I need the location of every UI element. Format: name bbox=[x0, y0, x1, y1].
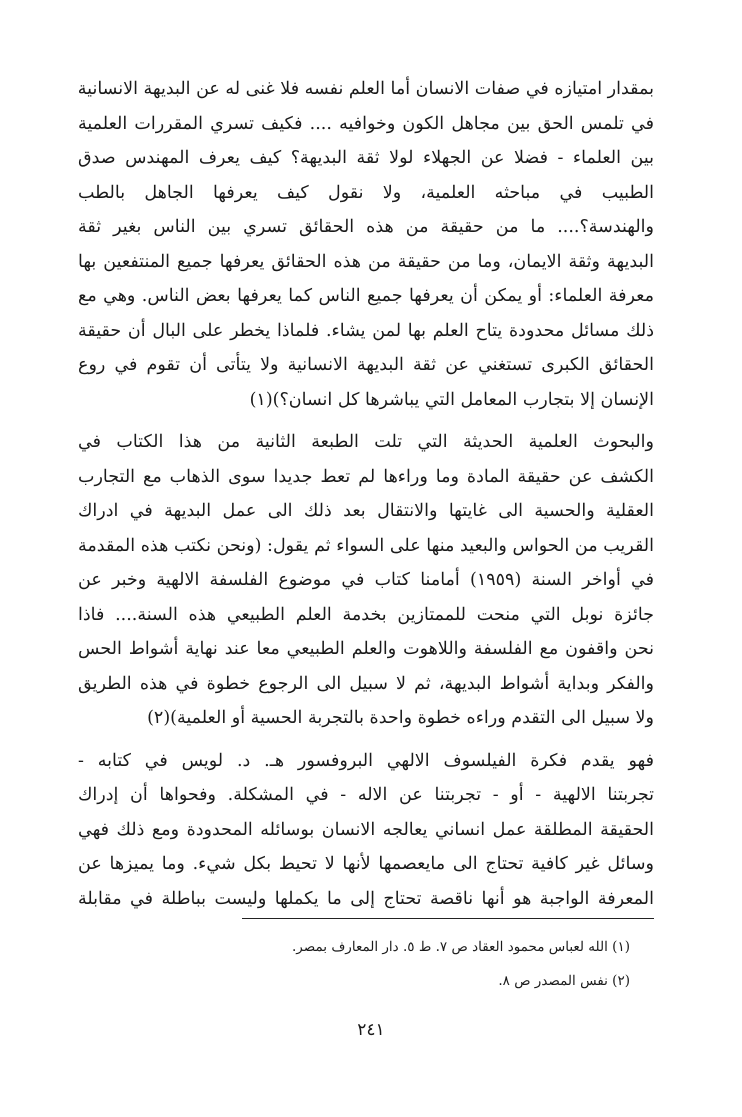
text-line: تجربتنا الالهية - أو - تجربتنا عن الاله - في المشكلة. وفحواها أن إدراك bbox=[78, 785, 654, 805]
text-line: نحن واقفون مع الفلسفة واللاهوت والعلم الطبيعي معا عند نهاية أشواط الحس bbox=[78, 639, 654, 659]
text-line: الكشف عن حقيقة المادة وما وراءها لم تعط جديدا سوى الذهاب مع التجارب bbox=[78, 466, 654, 487]
text-line: الطبيب في مباحثه العلمية، ولا نقول كيف يعرفها الجاهل بالطب bbox=[78, 182, 654, 203]
text-line: الحقائق الكبرى تستغني عن ثقة البديهة الانسانية ولا يتأتى أن تقوم في روع bbox=[78, 355, 654, 375]
text-line: القريب من الحواس والبعيد منها على السواء ثم يقول: (ونحن نكتب هذه المقدمة bbox=[78, 535, 654, 556]
text-line: فهو يقدم فكرة الفيلسوف الالهي البروفسور هـ. د. لويس في كتابه - bbox=[78, 750, 654, 771]
text-line: المعرفة الواجبة هو أنها ناقصة تحتاج إلى ما يكملها وليست بباطلة في مقابلة bbox=[78, 888, 654, 909]
text-line: ذلك مسائل محدودة يتاح العلم بها لمن يشاء. فلماذا يخطر على البال أن حقيقة bbox=[78, 320, 654, 341]
footnote-2: (٢) نفس المصدر ص ٨. bbox=[498, 973, 630, 989]
footnote-1: (١) الله لعباس محمود العقاد ص ٧. ط ٥. دار المعارف بمصر. bbox=[292, 939, 630, 955]
text-line: معرفة العلماء: أو يمكن أن يعرفها جميع الناس كما يعرفها بعض الناس. وهي مع bbox=[78, 286, 655, 306]
text-line: ولا سبيل الى التقدم وراءه خطوة واحدة بالتجربة الحسية أو العلمية)(٢) bbox=[147, 708, 654, 728]
text-line: الإنسان إلا بتجارب المعامل التي يباشرها كل انسان؟)(١) bbox=[249, 389, 654, 410]
text-line: الحقيقة المطلقة عمل انساني يعالجه الانسان بوسائله المحدودة ومع ذلك فهي bbox=[78, 819, 654, 840]
paragraph-3 bbox=[78, 744, 654, 917]
text-line: والبحوث العلمية الحديثة التي تلت الطبعة الثانية من هذا الكتاب في bbox=[78, 432, 654, 452]
text-line: العقلية والحسية الى غايتها والانتقال بعد ذلك الى عمل البديهة في ادراك bbox=[78, 501, 654, 521]
body-text bbox=[78, 72, 654, 924]
text-line: وسائل غير كافية تحتاج الى مايعصمها لأنها لا تحيط بكل شيء. وما يميزها عن bbox=[78, 854, 654, 874]
text-line: بين العلماء - فضلا عن الجهلاء لولا ثقة البديهة؟ كيف يعرف المهندس صدق bbox=[78, 148, 654, 168]
text-line: بمقدار امتيازه في صفات الانسان أما العلم نفسه فلا غنى له عن البديهة الانسانية bbox=[77, 79, 654, 99]
text-line: جائزة نوبل التي منحت للممتازين بخدمة العلم الطبيعي هذه السنة.... فاذا bbox=[78, 604, 654, 625]
footnote-divider bbox=[242, 918, 654, 919]
footnotes bbox=[78, 930, 630, 998]
paragraph-1 bbox=[78, 72, 654, 417]
text-line: والفكر وبداية أشواط البديهة، ثم لا سبيل الى الرجوع خطوة في هذه الطريق bbox=[78, 673, 654, 694]
page-number: ٢٤١ bbox=[357, 1020, 385, 1040]
text-line: والهندسة؟.... ما من حقيقة من هذه الحقائق تسري بين الناس بغير ثقة bbox=[78, 217, 654, 237]
text-line: في تلمس الحق بين مجاهل الكون وخوافيه .... فكيف تسري المقررات العلمية bbox=[78, 113, 654, 134]
paragraph-2 bbox=[78, 425, 654, 736]
text-line: في أواخر السنة (١٩٥٩) أمامنا كتاب في موضوع الفلسفة الالهية وخبر عن bbox=[78, 570, 654, 590]
text-line: البديهة وثقة الايمان، وما من حقيقة من هذه الحقائق يعرفها جميع المنتفعين بها bbox=[78, 251, 654, 272]
